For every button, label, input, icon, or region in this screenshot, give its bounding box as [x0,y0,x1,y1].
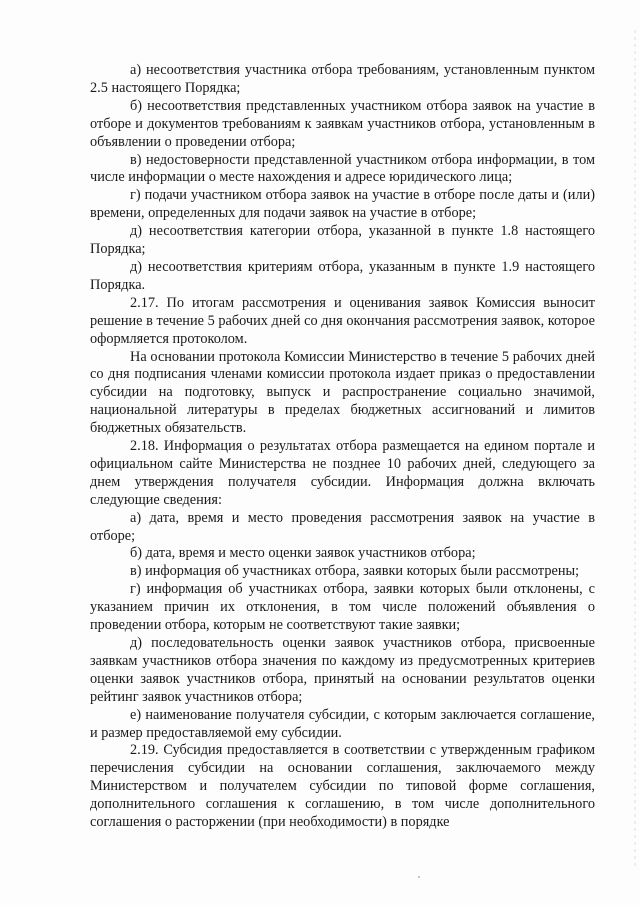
document-body [90,62,595,832]
list-item-g-rejected-participants: г) информация об участниках отбора, заявки которых были отклонены, с указанием причин их отклонения, в том числе положений объявления о проведении отбора, которым не соответствуют такие заявки; [90,581,595,634]
paragraph-a-participant-requirements: а) несоответствия участника отбора требованиям, установленным пунктом 2.5 настоящего Порядка; [90,62,595,96]
list-item-e-recipient-name: е) наименование получателя субсидии, с которым заключается соглашение, и размер предоставляемой ему субсидии. [90,706,595,741]
list-item-b-assessment-date: б) дата, время и место оценки заявок участников отбора; [130,545,476,562]
list-item-a-review-date: а) дата, время и место проведения рассмотрения заявок на участие в отборе; [90,509,595,544]
paragraph-2-18-results-info: 2.18. Информация о результатах отбора размещается на едином портале и официальном сайте Министерства не позднее 10 рабочих дней, следующего за днем утверждения получателя субсидии. Информация должна включать следующие сведения: [90,438,595,508]
list-item-v-reviewed-participants: в) информация об участниках отбора, заявки которых были рассмотрены; [130,563,580,580]
scan-speck [418,876,420,878]
paragraph-b-application-requirements: б) несоответствия представленных участником отбора заявок на участие в отборе и документов требованиям к заявкам участников отбора, установленным в объявлении о проведении отбора; [90,97,595,150]
paragraph-d-category-mismatch: д) несоответствия категории отбора, указанной в пункте 1.8 настоящего Порядка; [90,223,595,258]
scan-edge-artifact [634,30,636,870]
paragraph-d-criteria-mismatch: д) несоответствия критериям отбора, указанным в пункте 1.9 настоящего Порядка. [90,258,595,293]
list-item-d-assessment-sequence: д) последовательность оценки заявок участников отбора, присвоенные заявкам участников отбора значения по каждому из предусмотренных критериев оценки заявок участников отбора, принятый на основании результатов оценки рейтинг заявок участников отбора; [90,635,595,705]
paragraph-v-false-information: в) недостоверности представленной участником отбора информации, в том числе информации о месте нахождения и адресе юридического лица; [90,151,595,186]
paragraph-2-19-subsidy-schedule: 2.19. Субсидия предоставляется в соответствии с утвержденным графиком перечисления субсидии на основании соглашения, заключаемого между Министерством и получателем субсидии по типовой форме соглашения, дополнительного соглашения к соглашению, в том числе дополнительного соглашения о расторжении (при необходимости) в порядке [90,742,595,831]
paragraph-ministry-order: На основании протокола Комиссии Министерство в течение 5 рабочих дней со дня подписания членами комиссии протокола издает приказ о предоставлении субсидии на подготовку, выпуск и распространение социально значимой, национальной литературы в пределах бюджетных ассигнований и лимитов бюджетных обязательств. [90,348,595,437]
paragraph-g-late-submission: г) подачи участником отбора заявок на участие в отборе после даты и (или) времени, определенных для подачи заявок на участие в отборе; [90,187,595,222]
paragraph-2-17-commission-decision: 2.17. По итогам рассмотрения и оценивания заявок Комиссия выносит решение в течение 5 рабочих дней со дня окончания рассмотрения заявок, которое оформляется протоколом. [90,294,595,347]
